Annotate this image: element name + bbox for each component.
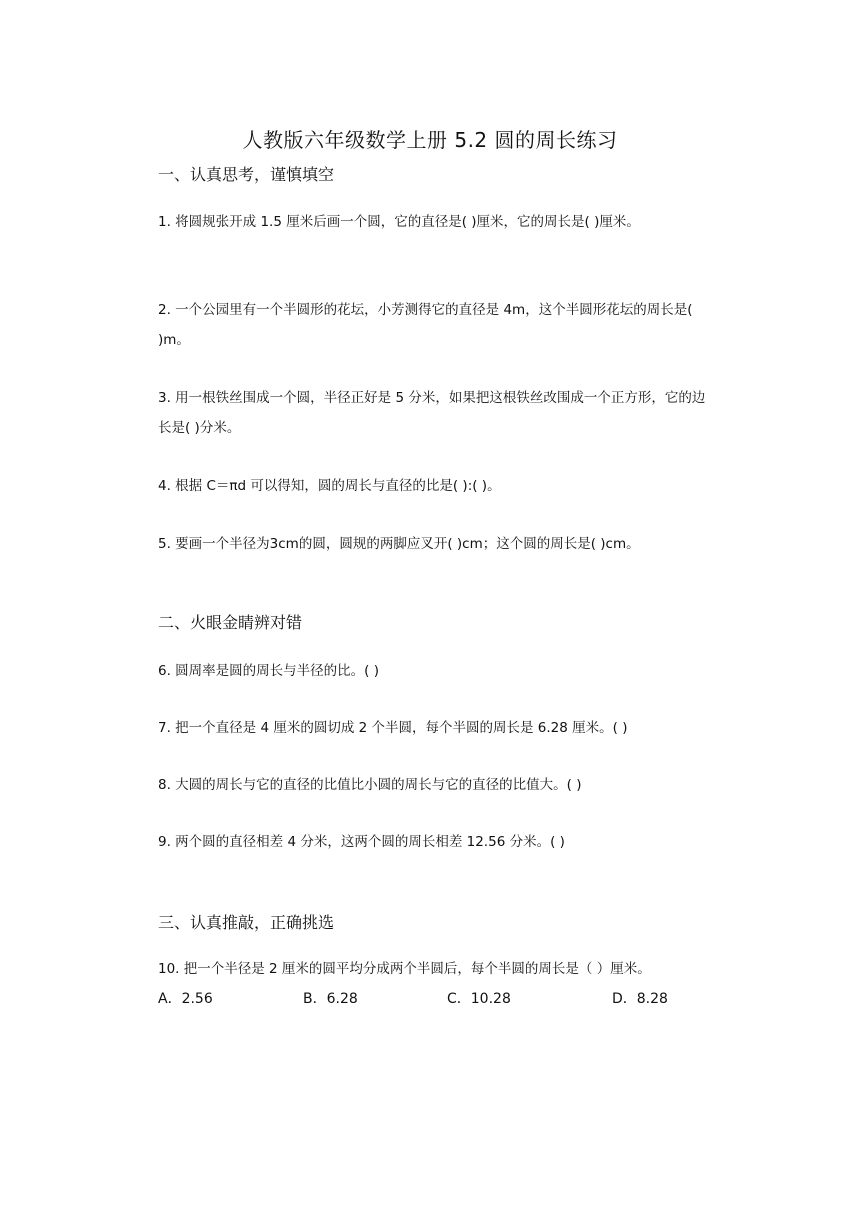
option-a: A．2.56 <box>158 991 213 1007</box>
question-7: 7. 把一个直径是 4 厘米的圆切成 2 个半圆，每个半圆的周长是 6.28 厘米。( ) <box>158 720 628 736</box>
section-heading-true-false: 二、火眼金睛辨对错 <box>158 613 303 632</box>
question-4: 4. 根据 C＝πd 可以得知，圆的周长与直径的比是( ):( )。 <box>158 478 501 494</box>
question-5: 5. 要画一个半径为3cm的圆，圆规的两脚应叉开( )cm；这个圆的周长是( )cm。 <box>158 536 640 552</box>
page-title: 人教版六年级数学上册 5.2 圆的周长练习 <box>242 128 618 152</box>
question-2: 2. 一个公园里有一个半圆形的花坛，小芳测得它的直径是 4m，这个半圆形花坛的周长是( )m。 <box>158 302 693 348</box>
question-3: 3. 用一根铁丝围成一个圆，半径正好是 5 分米，如果把这根铁丝改围成一个正方形，它的边长是( )分米。 <box>158 390 706 436</box>
option-b: B．6.28 <box>303 991 358 1007</box>
question-1: 1. 将圆规张开成 1.5 厘米后画一个圆，它的直径是( )厘米，它的周长是( )厘米。 <box>158 214 640 230</box>
option-c: C．10.28 <box>447 991 511 1007</box>
question-9: 9. 两个圆的直径相差 4 分米，这两个圆的周长相差 12.56 分米。( ) <box>158 834 565 850</box>
section-heading-multiple-choice: 三、认真推敲，正确挑选 <box>158 913 335 932</box>
question-6: 6. 圆周率是圆的周长与半径的比。( ) <box>158 663 379 679</box>
question-8: 8. 大圆的周长与它的直径的比值比小圆的周长与它的直径的比值大。( ) <box>158 777 582 793</box>
section-heading-fill-blank: 一、认真思考，谨慎填空 <box>158 165 335 184</box>
question-10: 10. 把一个半径是 2 厘米的圆平均分成两个半圆后，每个半圆的周长是（ ）厘米。 <box>158 961 651 977</box>
option-d: D．8.28 <box>612 991 668 1007</box>
